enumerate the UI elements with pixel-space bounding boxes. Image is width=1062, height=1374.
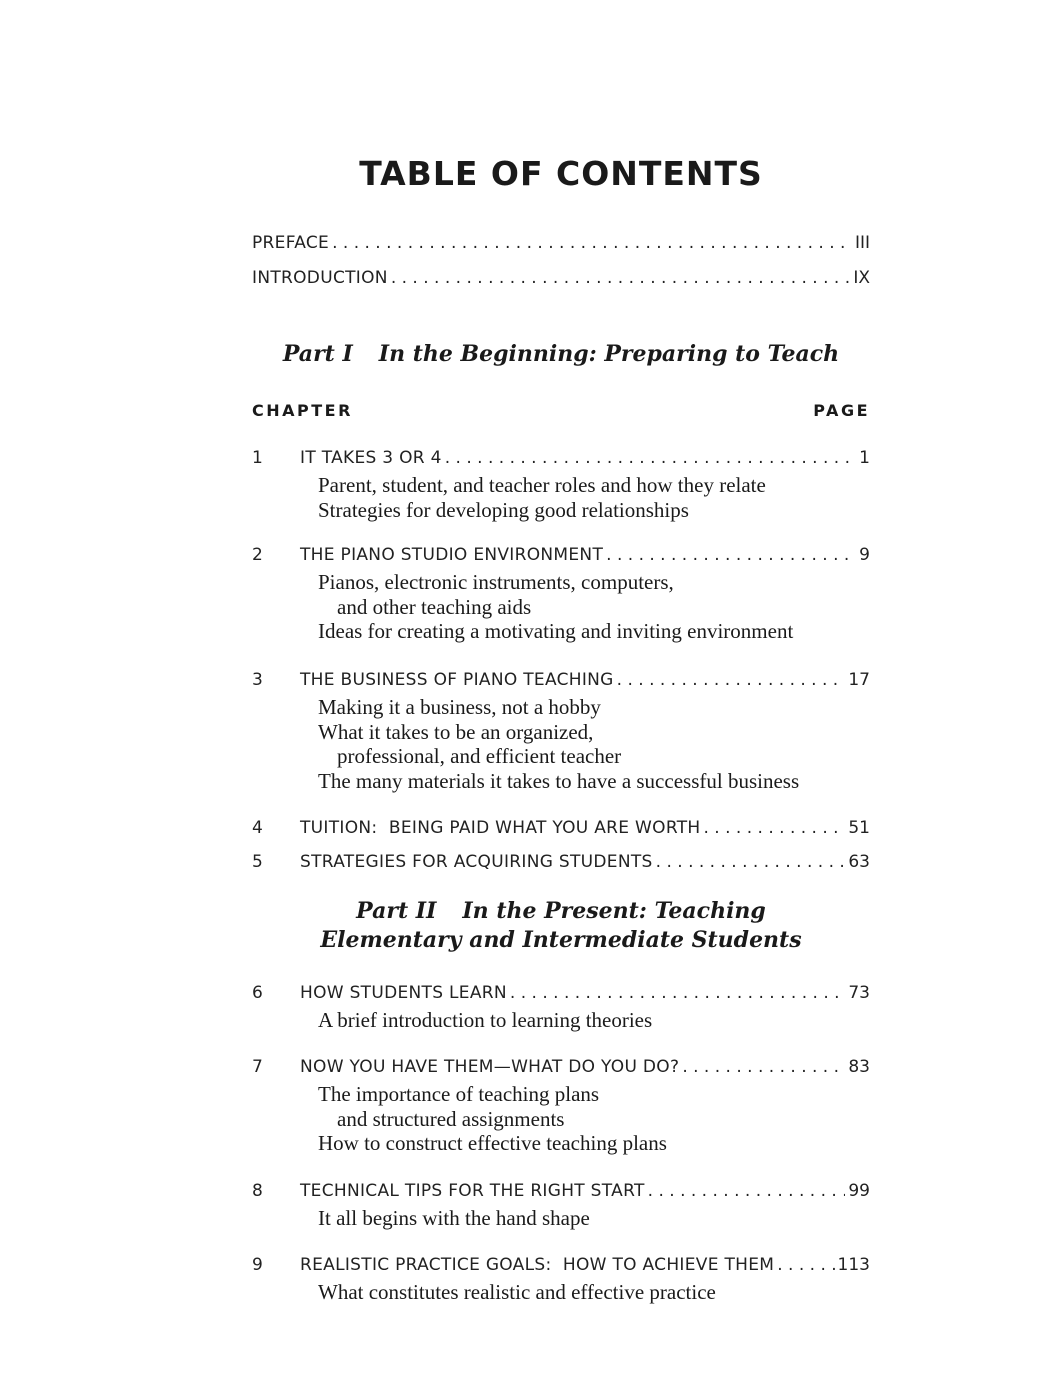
dot-leader — [777, 1254, 834, 1276]
chapter-title: THE PIANO STUDIO ENVIRONMENT — [300, 545, 604, 565]
chapter-title: TUITION: BEING PAID WHAT YOU ARE WORTH — [300, 818, 701, 838]
description-line: How to construct effective teaching plans — [318, 1131, 667, 1155]
description-line: Ideas for creating a motivating and inviting environment — [318, 619, 794, 643]
part-heading-2 — [252, 897, 870, 955]
front-matter-item-preface[interactable] — [252, 232, 870, 254]
part-title: In the Beginning: Preparing to Teach — [378, 341, 840, 367]
page-number: 63 — [848, 852, 870, 872]
page-number: 9 — [859, 545, 870, 565]
chapter-title: IT TAKES 3 OR 4 — [300, 448, 442, 468]
chapter-title: NOW YOU HAVE THEM—WHAT DO YOU DO? — [300, 1057, 680, 1077]
chapter-entry-1[interactable] — [252, 447, 870, 522]
part-label: Part I — [282, 341, 353, 367]
page-number: 113 — [837, 1255, 870, 1275]
description-line: Making it a business, not a hobby — [318, 695, 601, 719]
description-line: Pianos, electronic instruments, computers, — [318, 570, 674, 594]
description-continuation-line: and structured assignments — [337, 1106, 565, 1131]
chapter-descriptions — [252, 1008, 870, 1033]
page-number: IX — [853, 268, 870, 288]
description-line: Parent, student, and teacher roles and how they relate — [318, 473, 766, 497]
dot-leader — [606, 544, 856, 566]
chapter-column-header: CHAPTER — [252, 401, 353, 420]
dot-leader — [391, 267, 851, 289]
dot-leader — [656, 851, 846, 873]
front-matter-item-introduction[interactable] — [252, 267, 870, 289]
page-number: 51 — [848, 818, 870, 838]
chapter-entry-3[interactable] — [252, 669, 870, 793]
entry-label: PREFACE — [252, 233, 330, 253]
description-line: Strategies for developing good relationships — [318, 497, 689, 522]
chapter-number: 1 — [252, 448, 263, 468]
page-number: 17 — [848, 670, 870, 690]
chapter-title: THE BUSINESS OF PIANO TEACHING — [300, 670, 614, 690]
dot-leader — [510, 982, 845, 1004]
chapter-number: 3 — [252, 670, 263, 690]
chapter-number: 8 — [252, 1181, 263, 1201]
description-line: A brief introduction to learning theories — [318, 1008, 653, 1032]
page-title: TABLE OF CONTENTS — [359, 154, 763, 193]
description-line: It all begins with the hand shape — [318, 1206, 590, 1230]
chapter-entry-4[interactable] — [252, 817, 870, 839]
part-heading-1 — [252, 340, 870, 369]
chapter-descriptions — [252, 473, 870, 522]
chapter-number: 7 — [252, 1057, 263, 1077]
dot-leader — [703, 817, 845, 839]
page-number: 1 — [859, 448, 870, 468]
description-line: The importance of teaching plans — [318, 1082, 600, 1106]
chapter-title: STRATEGIES FOR ACQUIRING STUDENTS — [300, 852, 653, 872]
dot-leader — [332, 232, 852, 254]
part-title-line-2: Elementary and Intermediate Students — [320, 927, 802, 953]
dot-leader — [445, 447, 856, 469]
description-continuation-line: and other teaching aids — [337, 594, 532, 619]
chapter-title: REALISTIC PRACTICE GOALS: HOW TO ACHIEVE THEM — [300, 1255, 775, 1275]
dot-leader — [682, 1056, 845, 1078]
dot-leader — [648, 1180, 846, 1202]
description-line: What it takes to be an organized, — [318, 719, 594, 744]
chapter-entry-8[interactable] — [252, 1180, 870, 1231]
chapter-entry-9[interactable] — [252, 1254, 870, 1305]
page-number: III — [854, 233, 870, 253]
description-line: What constitutes realistic and effective practice — [318, 1280, 716, 1304]
chapter-descriptions — [252, 570, 870, 644]
chapter-descriptions — [252, 1280, 870, 1305]
chapter-entry-6[interactable] — [252, 982, 870, 1033]
chapter-number: 9 — [252, 1255, 263, 1275]
chapter-number: 4 — [252, 818, 263, 838]
page-number: 83 — [848, 1057, 870, 1077]
chapter-entry-5[interactable] — [252, 851, 870, 873]
chapter-descriptions — [252, 695, 870, 793]
page-number: 73 — [848, 983, 870, 1003]
chapter-descriptions — [252, 1082, 870, 1156]
column-headers — [252, 400, 870, 422]
part-label: Part II — [356, 898, 437, 924]
chapter-entry-2[interactable] — [252, 544, 870, 644]
chapter-number: 5 — [252, 852, 263, 872]
dot-leader — [617, 669, 846, 691]
chapter-entry-7[interactable] — [252, 1056, 870, 1156]
chapter-number: 6 — [252, 983, 263, 1003]
chapter-number: 2 — [252, 545, 263, 565]
chapter-title: TECHNICAL TIPS FOR THE RIGHT START — [300, 1181, 645, 1201]
part-title-line-1: In the Present: Teaching — [462, 898, 766, 924]
description-continuation-line: professional, and efficient teacher — [337, 744, 622, 768]
page-column-header: PAGE — [813, 401, 870, 420]
chapter-title: HOW STUDENTS LEARN — [300, 983, 507, 1003]
entry-label: INTRODUCTION — [252, 268, 388, 288]
chapter-descriptions — [252, 1206, 870, 1231]
description-line: The many materials it takes to have a successful business — [318, 768, 800, 793]
page-number: 99 — [848, 1181, 870, 1201]
